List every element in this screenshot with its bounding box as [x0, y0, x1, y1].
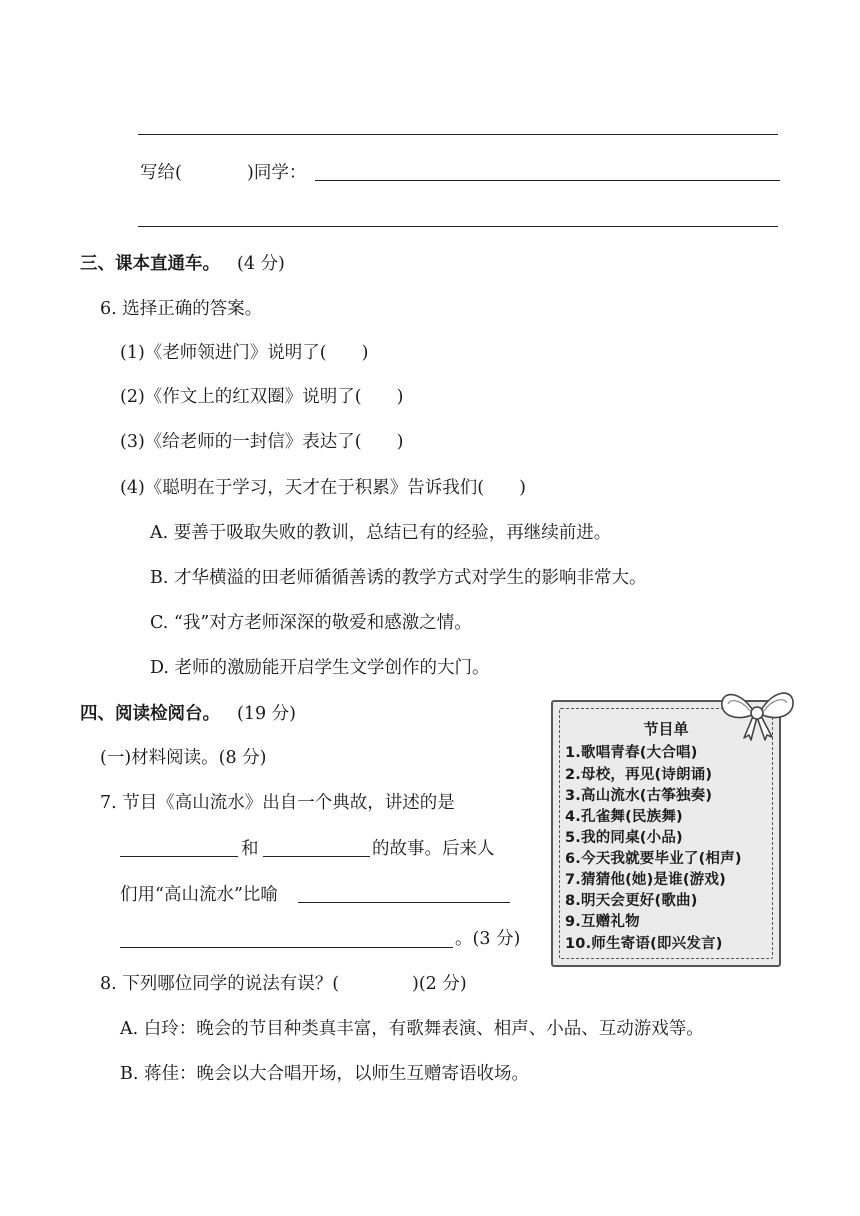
answer-line[interactable]: [263, 856, 370, 857]
q8-stem-suffix: )(2 分): [412, 974, 467, 994]
answer-line[interactable]: [138, 134, 778, 135]
program-item: 3.高山流水(古筝独奏): [565, 788, 713, 804]
program-item: 4.孔雀舞(民族舞): [565, 809, 683, 825]
program-item: 6.今天我就要毕业了(相声): [565, 851, 742, 867]
answer-line[interactable]: [315, 180, 780, 181]
answer-line[interactable]: [298, 902, 510, 903]
answer-line[interactable]: [120, 856, 238, 857]
q6-stem: 6. 选择正确的答案。: [100, 299, 263, 319]
q7-story: 的故事。后来人: [372, 839, 495, 859]
q8-stem-prefix: 8. 下列哪位同学的说法有误？(: [100, 974, 340, 994]
program-item: 1.歌唱青春(大合唱): [565, 745, 698, 761]
answer-line[interactable]: [120, 947, 453, 948]
q6-item: (2)《作文上的红双圈》说明了( ): [120, 387, 404, 407]
program-item: 5.我的同桌(小品): [565, 830, 683, 846]
program-item: 8.明天会更好(歌曲): [565, 893, 698, 909]
program-title: 节目单: [643, 720, 689, 738]
program-item: 2.母校，再见(诗朗诵): [565, 767, 713, 783]
section3-heading: 三、课本直通车。: [80, 254, 220, 274]
program-item: 7.猜猜他(她)是谁(游戏): [565, 872, 726, 888]
part1-heading: (一)材料阅读。(8 分): [100, 748, 267, 768]
q6-item: (4)《聪明在于学习，天才在于积累》告诉我们( ): [120, 478, 526, 498]
write-to-suffix: )同学：: [247, 163, 307, 183]
q7-line1: 7. 节目《高山流水》出自一个典故，讲述的是: [100, 793, 455, 813]
q6-option: B. 才华横溢的田老师循循善诱的教学方式对学生的影响非常大。: [150, 568, 647, 588]
program-item: 10.师生寄语(即兴发言): [565, 936, 723, 952]
section4-heading: 四、阅读检阅台。: [80, 704, 220, 724]
q7-line3: 们用“高山流水”比喻: [120, 885, 278, 905]
q6-item: (1)《老师领进门》说明了( ): [120, 343, 369, 363]
section4-score: (19 分): [237, 704, 296, 724]
q8-option: A. 白玲：晚会的节目种类真丰富，有歌舞表演、相声、小品、互动游戏等。: [120, 1019, 704, 1039]
program-item: 9.互赠礼物: [565, 914, 640, 930]
write-to-prefix: 写给(: [140, 163, 182, 183]
answer-line[interactable]: [138, 226, 778, 227]
q6-option: A. 要善于吸取失败的教训，总结已有的经验，再继续前进。: [150, 523, 612, 543]
section3-score: (4 分): [237, 254, 285, 274]
q7-end: 。(3 分): [455, 929, 521, 949]
q8-option: B. 蒋佳：晚会以大合唱开场，以师生互赠寄语收场。: [120, 1064, 529, 1084]
q6-item: (3)《给老师的一封信》表达了( ): [120, 432, 404, 452]
q6-option: D. 老师的激励能开启学生文学创作的大门。: [150, 658, 490, 678]
q7-and: 和: [241, 839, 259, 859]
q6-option: C. “我”对方老师深深的敬爱和感激之情。: [150, 613, 472, 633]
